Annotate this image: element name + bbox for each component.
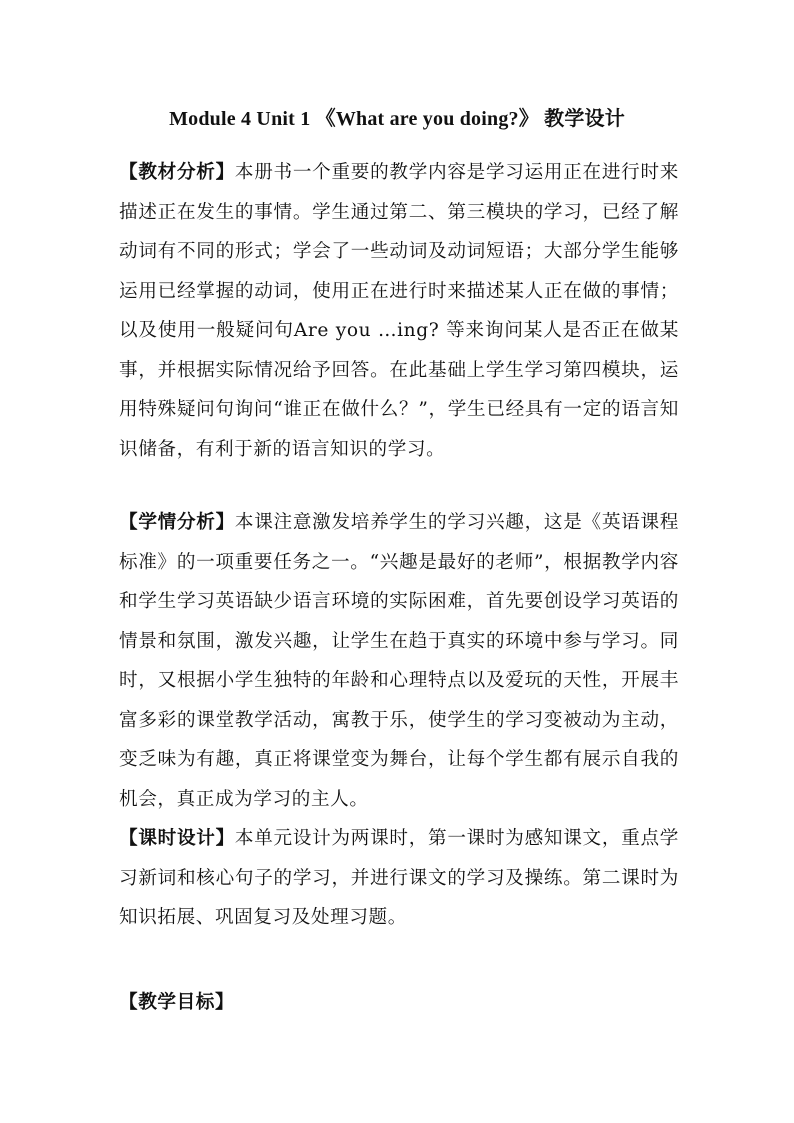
section-textbook-analysis: [119, 153, 679, 469]
section-student-analysis: [119, 503, 679, 819]
section-teaching-objectives: [119, 983, 679, 1023]
section-lesson-design: [119, 819, 679, 938]
section-body: 本册书一个重要的教学内容是学习运用正在进行时来描述正在发生的事情。学生通过第二、第三模块的学习，已经了解动词有不同的形式；学会了一些动词及动词短语；大部分学生能够运用已经掌握的动词，使用正在进行时来描述某人正在做的事情；以及使用一般疑问句Are you …ing? 等来询问某人是否正在做某事，并根据实际情况给予回答。在此基础上学生学习第四模块，运用特殊疑问句询问“谁正在做什么？”，学生已经具有一定的语言知识储备，有利于新的语言知识的学习。: [119, 162, 679, 460]
section-heading: 【教学目标】: [119, 992, 235, 1013]
document-title: Module 4 Unit 1 《What are you doing?》 教学设计: [169, 108, 625, 130]
section-body: 本课注意激发培养学生的学习兴趣，这是《英语课程标准》的一项重要任务之一。“兴趣是最好的老师”，根据教学内容和学生学习英语缺少语言环境的实际困难，首先要创设学习英语的情景和氛围，激发兴趣，让学生在趋于真实的环境中参与学习。同时，又根据小学生独特的年龄和心理特点以及爱玩的天性，开展丰富多彩的课堂教学活动，寓教于乐，使学生的学习变被动为主动，变乏味为有趣，真正将课堂变为舞台，让每个学生都有展示自我的机会，真正成为学习的主人。: [119, 512, 679, 810]
section-body: 本单元设计为两课时，第一课时为感知课文，重点学习新词和核心句子的学习，并进行课文的学习及操练。第二课时为知识拓展、巩固复习及处理习题。: [119, 828, 679, 928]
section-heading: 【学情分析】: [119, 512, 235, 533]
section-heading: 【教材分析】: [119, 162, 235, 183]
section-heading: 【课时设计】: [119, 828, 235, 849]
